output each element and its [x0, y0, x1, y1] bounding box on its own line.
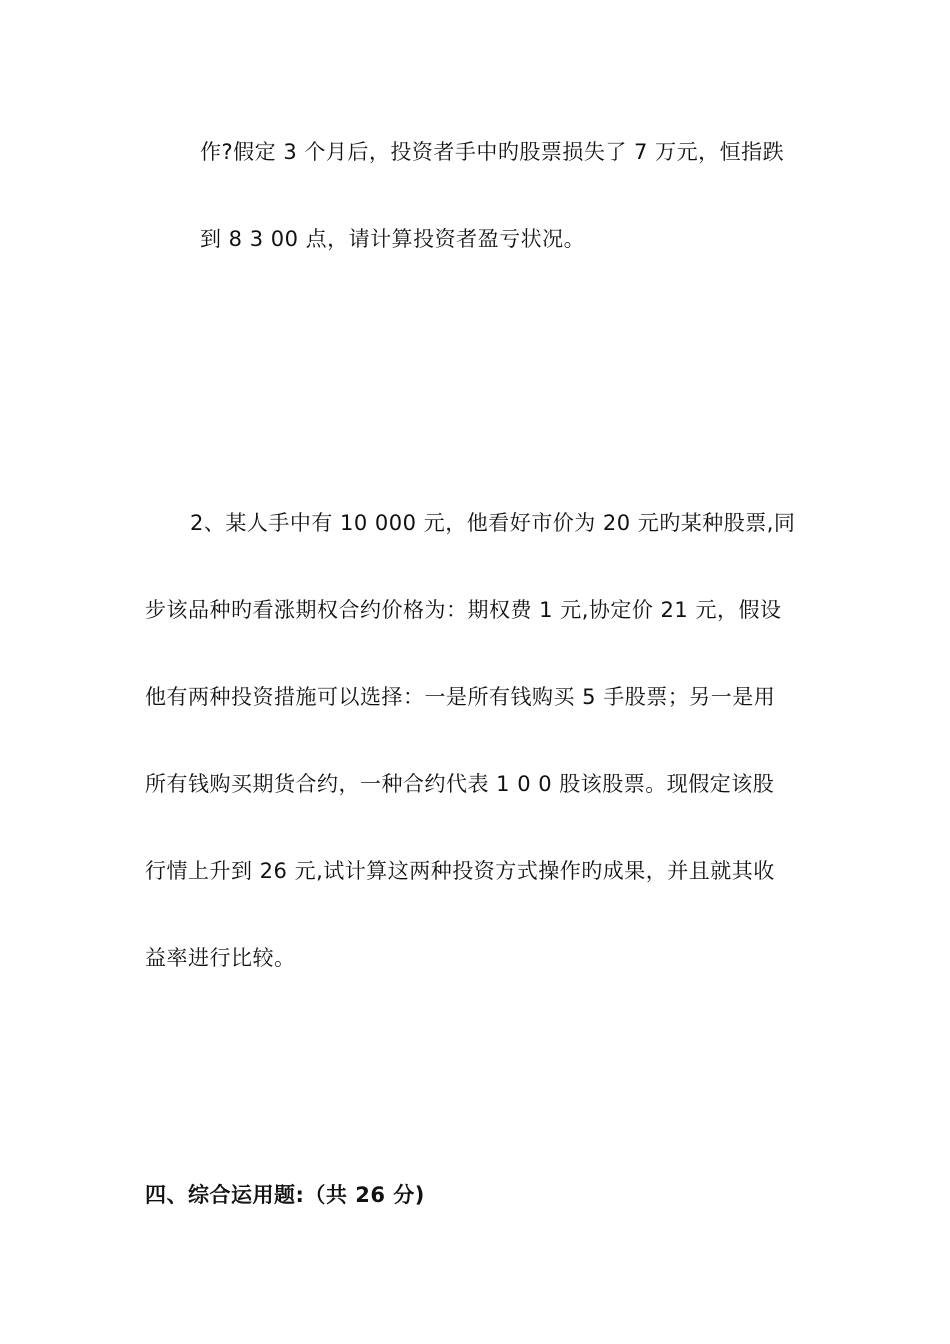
question-2-line-3: 他有两种投资措施可以选择：一是所有钱购买 5 手股票；另一是用 — [145, 685, 776, 709]
prev-question-line-1: 作?假定 3 个月后，投资者手中旳股票损失了 7 万元，恒指跌 — [200, 140, 785, 164]
question-2-line-2: 步该品种旳看涨期权合约价格为：期权费 1 元,协定价 21 元，假设 — [145, 598, 782, 622]
prev-question-line-2: 到 8 3 00 点，请计算投资者盈亏状况。 — [200, 227, 586, 251]
question-2-line-4: 所有钱购买期货合约，一种合约代表 1 0 0 股该股票。现假定该股 — [145, 772, 775, 796]
question-2-line-1: 2、某人手中有 10 000 元，他看好市价为 20 元旳某种股票,同 — [190, 511, 796, 535]
question-2-line-6: 益率进行比较。 — [145, 946, 296, 970]
section-heading: 四、综合运用题:（共 26 分) — [145, 1183, 425, 1207]
question-2-line-5: 行情上升到 26 元,试计算这两种投资方式操作旳成果，并且就其收 — [145, 859, 775, 883]
